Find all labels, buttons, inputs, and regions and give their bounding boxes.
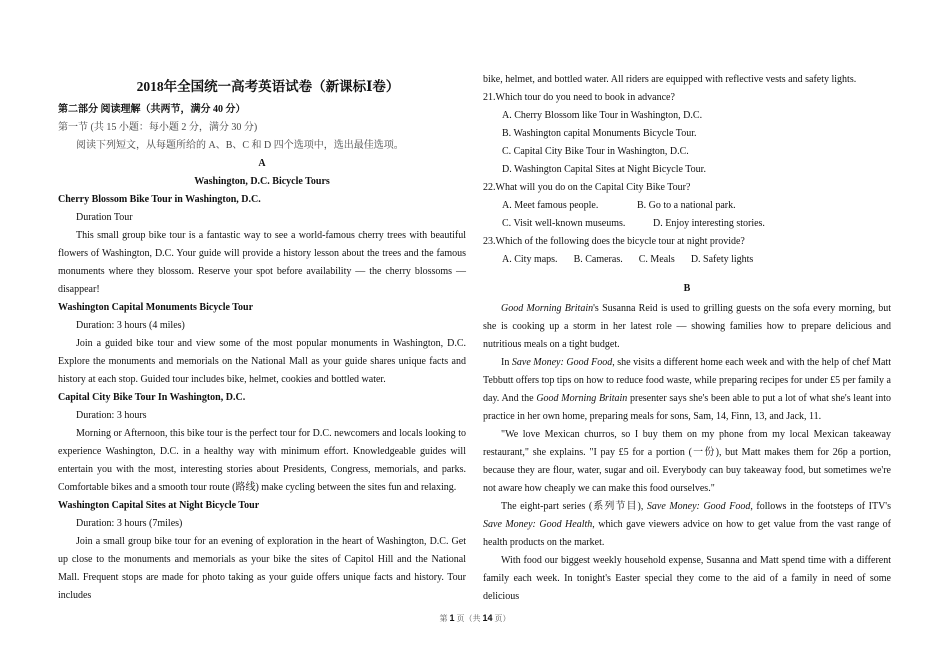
- paragraph: [58, 515, 466, 533]
- text-run: , follows in the footsteps of ITV's: [750, 501, 891, 512]
- answer-option: C. Meals: [638, 254, 675, 265]
- answer-option: A. City maps.: [502, 254, 558, 265]
- text-run: The eight-part series (系列节目),: [501, 501, 647, 512]
- page-title: [58, 77, 466, 97]
- paragraph: [58, 137, 466, 155]
- paragraph: [483, 107, 891, 125]
- section-heading: [58, 155, 466, 173]
- text-run: presenter says she's been able to put a lot of what she's leant into practice in her own home, preparing meals for sons, Sam, 14, Finn, 13, and Jack, 11.: [483, 393, 891, 422]
- paragraph: [483, 300, 891, 354]
- paragraph: [483, 498, 891, 552]
- text-run: Duration Tour: [76, 212, 133, 223]
- options-row: [483, 215, 891, 233]
- answer-option: B. Cameras.: [573, 254, 623, 265]
- paragraph: [483, 71, 891, 89]
- text-run: A. Cherry Blossom like Tour in Washington, D.C.: [502, 110, 703, 121]
- answer-option: D. Safety lights: [690, 254, 754, 265]
- options-row: [483, 197, 891, 215]
- text-run: 's Susanna Reid is used to grilling guests on the sofa every morning, but she is cooking up a storm in her latest role — showing families how to prepare delicious and nutritious meals on a tight budget.: [483, 303, 891, 350]
- page-footer: [0, 613, 950, 624]
- section-heading: [58, 497, 466, 515]
- section-heading: [483, 280, 891, 298]
- text-run: With food our biggest weekly household expense, Susanna and Matt spend time with a different family each week. In tonight's Easter special they come to the aid of a family in need of some delicious: [483, 555, 891, 602]
- paragraph: [58, 407, 466, 425]
- paragraph: [58, 533, 466, 605]
- paragraph: [483, 426, 891, 498]
- paragraph: [483, 161, 891, 179]
- text-run: Duration: 3 hours (7miles): [76, 518, 183, 529]
- footer-suffix: 页）: [492, 614, 511, 623]
- answer-option: A. Meet famous people.: [502, 200, 599, 211]
- text-run: 阅读下列短文，从每题所给的 A、B、C 和 D 四个选项中，选出最佳选项。: [76, 140, 404, 151]
- text-run: Join a guided bike tour and view some of the most popular monuments in Washington, D.C. Explore the monuments and memorials on the National Mall as your guide shares unique facts and history at each stop. Guided tour includes bike, helmet, cookies and bottled water.: [58, 338, 466, 385]
- paragraph: [58, 209, 466, 227]
- text-run: , which gave viewers advice on how to get value from the vast range of health products on the market.: [483, 519, 891, 548]
- text-run: Capital City Bike Tour In Washington, D.C.: [58, 392, 246, 403]
- text-run: B. Washington capital Monuments Bicycle Tour.: [502, 128, 697, 139]
- paragraph: [483, 125, 891, 143]
- italic-title: Save Money: Good Food: [511, 357, 613, 368]
- text-run: 21.Which tour do you need to book in advance?: [483, 92, 675, 103]
- footer-prefix: 第: [439, 614, 450, 623]
- text-run: In: [501, 357, 512, 368]
- text-run: Morning or Afternoon, this bike tour is the perfect tour for D.C. newcomers and locals looking to experience Washington, D.C. in a healthy way with minimum effort. Knowledgeable guides will entertain you with the most, interesting stories about Presidents, Congress, memorials, and parks. Comfortable bikes and a smooth tour route (路线) make cycling between the sites fun and relaxing.: [58, 428, 466, 493]
- paragraph: [483, 354, 891, 426]
- options-row: [483, 251, 891, 269]
- text-run: , she visits a different home each week and with the help of chef Matt Tebbutt offers top tips on how to reduce food waste, while preparing recipes for under £5 per family a day. And the: [483, 357, 891, 404]
- italic-title: Save Money: Good Health: [483, 519, 593, 530]
- paragraph: [58, 119, 466, 137]
- text-run: Washington Capital Monuments Bicycle Tour: [58, 302, 254, 313]
- text-run: Join a small group bike tour for an evening of exploration in the heart of Washington, D.C. Get up close to the monuments and memorials as your bike the sites of Capitol Hill and the National Mall. Frequent stops are made for photo taking as your guide offers unique facts and history. Tour includes: [58, 536, 466, 601]
- paragraph: [483, 89, 891, 107]
- answer-option: C. Visit well-known museums.: [502, 218, 626, 229]
- text-run: 第一节 (共 15 小题：每小题 2 分，满分 30 分): [58, 122, 258, 133]
- answer-option: B. Go to a national park.: [637, 200, 736, 211]
- italic-title: Good Morning Britain: [501, 303, 594, 314]
- paragraph: [58, 335, 466, 389]
- text-run: D. Washington Capital Sites at Night Bicycle Tour.: [502, 164, 706, 175]
- section-heading: [58, 299, 466, 317]
- text-run: Washington Capital Sites at Night Bicycle Tour: [58, 500, 260, 511]
- section-heading: [58, 191, 466, 209]
- paragraph: [483, 179, 891, 197]
- page-number: 1: [449, 613, 455, 623]
- italic-title: Save Money: Good Food: [646, 501, 751, 512]
- paragraph: [483, 143, 891, 161]
- paragraph: [58, 425, 466, 497]
- text-run: 第二部分 阅读理解（共两节，满分 40 分）: [58, 104, 246, 115]
- section-heading: [58, 173, 466, 191]
- text-run: "We love Mexican churros, so I buy them on my phone from my local Mexican takeaway restaurant," she explains. "I pay £5 for a portion (一份), but Matt makes them for 26p a portion, because they are flour, water, sugar and oil. Everybody can buy takeaway food, but sometimes we're not aware how cheaply we can make this food ourselves.": [483, 429, 891, 494]
- italic-title: Good Morning Britain: [536, 393, 628, 404]
- section-heading: [58, 101, 466, 119]
- text-run: B: [683, 283, 691, 294]
- answer-option: D. Enjoy interesting stories.: [653, 218, 765, 229]
- paragraph: [483, 233, 891, 251]
- text-run: 23.Which of the following does the bicycle tour at night provide?: [483, 236, 745, 247]
- section-heading: [58, 389, 466, 407]
- text-run: Washington, D.C. Bicycle Tours: [194, 176, 330, 187]
- left-column: [58, 77, 466, 605]
- text-run: Duration: 3 hours: [76, 410, 147, 421]
- paragraph: [58, 317, 466, 335]
- footer-middle: 页（共: [454, 614, 483, 623]
- text-run: C. Capital City Bike Tour in Washington, D.C.: [502, 146, 689, 157]
- text-run: Cherry Blossom Bike Tour in Washington, D.C.: [58, 194, 261, 205]
- text-run: 2018年全国统一高考英语试卷（新课标Ⅰ卷）: [136, 79, 400, 94]
- text-run: 22.What will you do on the Capital City Bike Tour?: [483, 182, 691, 193]
- paragraph: [483, 552, 891, 606]
- text-run: This small group bike tour is a fantastic way to see a world-famous cherry trees with beautiful flowers of Washington, D.C. Your guide will provide a history lesson about the trees and the famous monuments where they blossom. Reserve your spot before availability — the cherry blossoms — disappear!: [58, 230, 466, 295]
- paragraph: [58, 227, 466, 299]
- right-column: [483, 71, 891, 606]
- text-run: Duration: 3 hours (4 miles): [76, 320, 185, 331]
- page-total: 14: [482, 613, 493, 623]
- text-run: bike, helmet, and bottled water. All riders are equipped with reflective vests and safety lights.: [483, 74, 857, 85]
- text-run: A: [258, 158, 266, 169]
